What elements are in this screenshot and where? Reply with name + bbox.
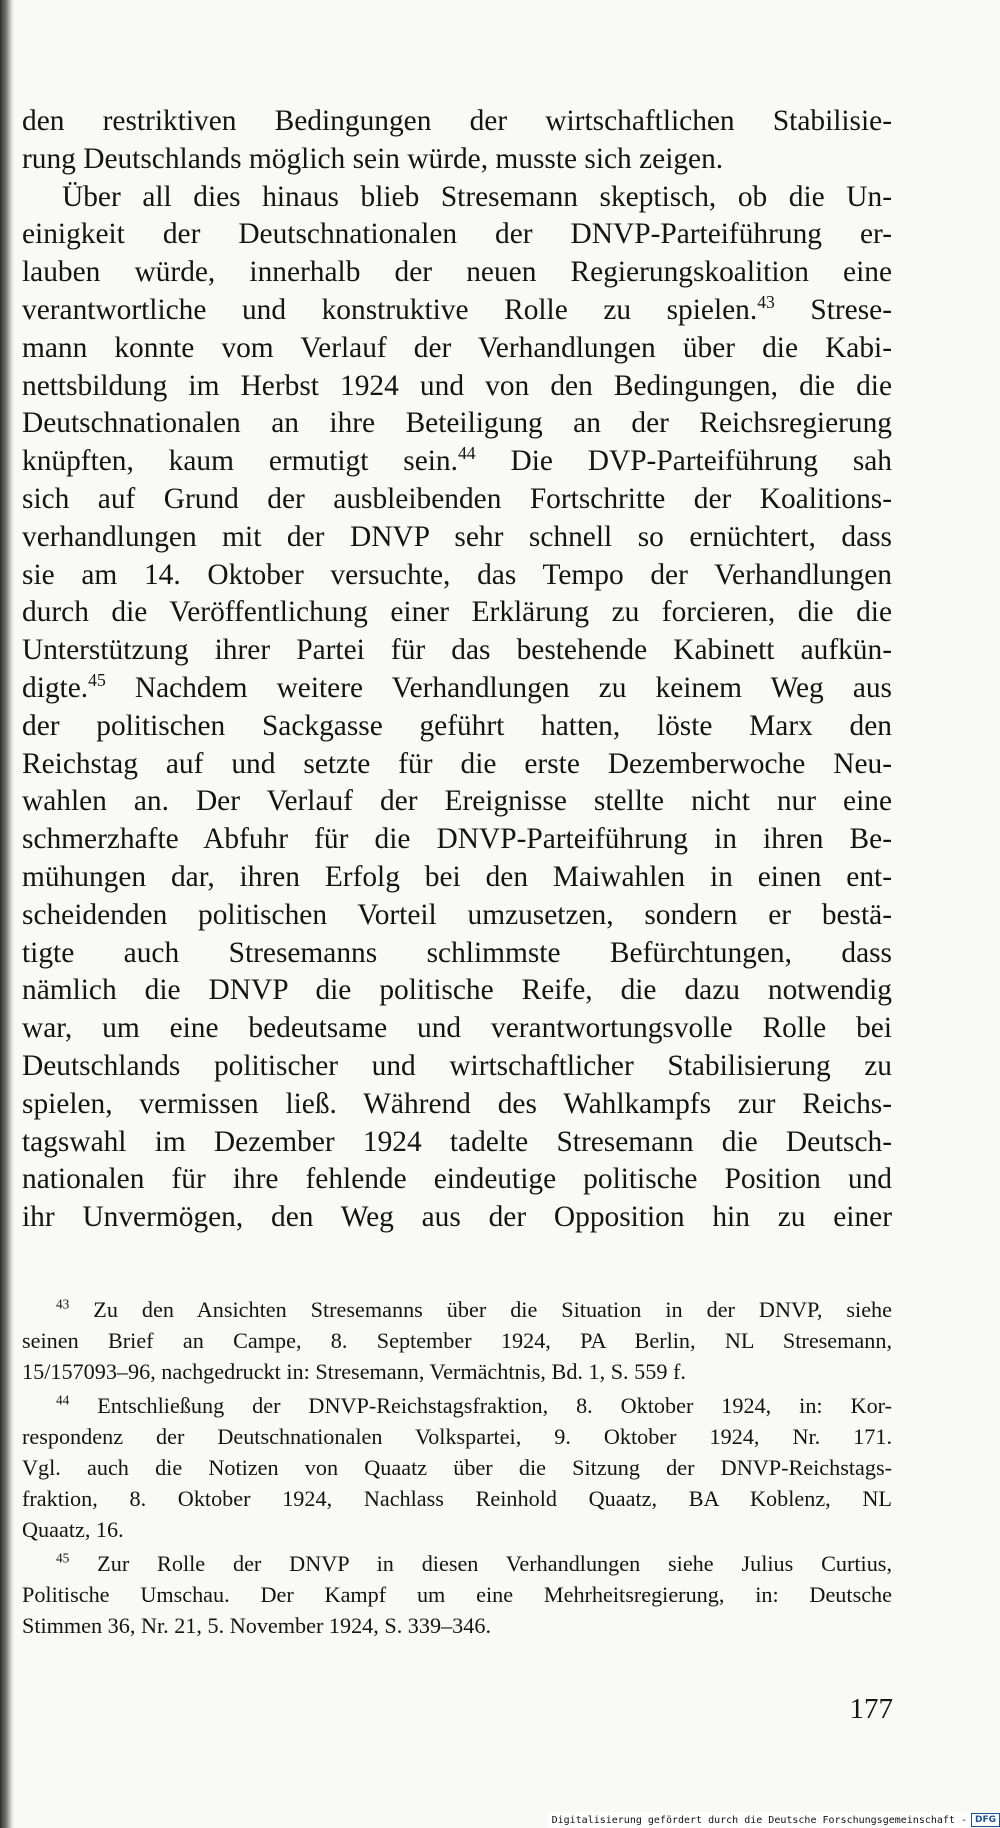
footnote-ref-44[interactable]: 44 xyxy=(457,443,476,464)
text-line: ihr Unvermögen, den Weg aus der Opposition hin zu einer xyxy=(22,1201,892,1234)
footnote-line: Quaatz, 16. xyxy=(22,1516,124,1542)
text-line: den restriktiven Bedingungen der wirtschaftlichen Stabilisie- xyxy=(22,105,892,137)
footnote-line: $^{44}$ Entschließung der DNVP-Reichstagsfraktion, 8. Oktober 1924, in: Kor- xyxy=(56,1393,892,1419)
text-line: rung Deutschlands möglich sein würde, musste sich zeigen. xyxy=(22,142,724,175)
footnote-line: $^{45}$ Zur Rolle der DNVP in diesen Verhandlungen siehe Julius Curtius, xyxy=(56,1550,892,1577)
text-line: mühungen dar, ihren Erfolg bei den Maiwahlen in einen ent- xyxy=(22,860,892,893)
text-line: nationalen für ihre fehlende eindeutige politische Position und xyxy=(22,1163,892,1196)
text-line: scheidenden politischen Vorteil umzusetzen, sondern er bestä- xyxy=(22,898,892,931)
footnote-line: Vgl. auch die Notizen von Quaatz über die Sitzung der DNVP-Reichstags- xyxy=(22,1454,892,1480)
dfg-logo: DFG xyxy=(971,1813,1000,1827)
text-line: schmerzhafte Abfuhr für die DNVP-Parteiführung in ihren Be- xyxy=(22,823,892,856)
footnote-line: Politische Umschau. Der Kampf um eine Mehrheitsregierung, in: Deutsche xyxy=(22,1582,892,1608)
digitization-credit xyxy=(548,1812,1000,1828)
footnote-43 xyxy=(22,1295,892,1387)
text-line: war, um eine bedeutsame und verantwortungsvolle Rolle bei xyxy=(22,1012,892,1045)
footnote-line: 15/157093–96, nachgedruckt in: Stresemann, Vermächtnis, Bd. 1, S. 559 f. xyxy=(22,1358,686,1384)
digitization-credit-text: Digitalisierung gefördert durch die Deutsche Forschungsgemeinschaft - xyxy=(551,1814,967,1826)
text-line: wahlen an. Der Verlauf der Ereignisse stellte nicht nur eine xyxy=(22,785,892,818)
text-line: nämlich die DNVP die politische Reife, die dazu notwendig xyxy=(22,974,892,1007)
text-line: digte.$^{45}$ Nachdem weitere Verhandlungen zu keinem Weg aus xyxy=(22,670,892,704)
footnote-number: 45 xyxy=(56,1550,70,1566)
footnote-44 xyxy=(22,1391,892,1545)
page-number: 177 xyxy=(849,1693,893,1725)
text-line: der politischen Sackgasse geführt hatten, löste Marx den xyxy=(22,709,892,742)
text-line: einigkeit der Deutschnationalen der DNVP-Parteiführung er- xyxy=(22,218,892,251)
text-line: Reichstag auf und setzte für die erste Dezemberwoche Neu- xyxy=(22,747,892,780)
footnote-ref-43[interactable]: 43 xyxy=(757,292,775,313)
footnote-45 xyxy=(22,1549,892,1641)
footnote-line: seinen Brief an Campe, 8. September 1924, PA Berlin, NL Stresemann, xyxy=(22,1327,892,1353)
text-line: Über all dies hinaus blieb Stresemann skeptisch, ob die Un- xyxy=(62,180,892,213)
footnote-line: respondenz der Deutschnationalen Volkspartei, 9. Oktober 1924, Nr. 171. xyxy=(22,1424,892,1450)
text-line: lauben würde, innerhalb der neuen Regierungskoalition eine xyxy=(22,256,892,289)
text-line: sie am 14. Oktober versuchte, das Tempo der Verhandlungen xyxy=(22,558,892,591)
text-line: tagswahl im Dezember 1924 tadelte Stresemann die Deutsch- xyxy=(22,1125,892,1158)
text-line: Deutschlands politischer und wirtschaftlicher Stabilisierung zu xyxy=(22,1049,892,1082)
footnote-number: 44 xyxy=(56,1393,70,1408)
footnote-line: fraktion, 8. Oktober 1924, Nachlass Reinhold Quaatz, BA Koblenz, NL xyxy=(22,1485,892,1511)
text-line: sich auf Grund der ausbleibenden Fortschritte der Koalitions- xyxy=(22,482,892,515)
text-line: Deutschnationalen an ihre Beteiligung an der Reichsregierung xyxy=(22,407,892,440)
footnote-line: $^{43}$ Zu den Ansichten Stresemanns über die Situation in der DNVP, siehe xyxy=(56,1296,892,1322)
text-line: Unterstützung ihrer Partei für das bestehende Kabinett aufkün- xyxy=(22,634,892,667)
text-line: nettsbildung im Herbst 1924 und von den Bedingungen, die die xyxy=(22,369,892,402)
footnotes xyxy=(22,1295,892,1642)
text-line: spielen, vermissen ließ. Während des Wahlkampfs zur Reichs- xyxy=(22,1087,892,1120)
main-text xyxy=(22,103,892,1237)
text-line: tigte auch Stresemanns schlimmste Befürchtungen, dass xyxy=(22,936,892,969)
text-line: mann konnte vom Verlauf der Verhandlungen über die Kabi- xyxy=(22,331,892,364)
footnote-line: Stimmen 36, Nr. 21, 5. November 1924, S. 339–346. xyxy=(22,1612,492,1638)
text-line: verantwortliche und konstruktive Rolle zu spielen.$^{43}$ Strese- xyxy=(22,292,892,326)
text-line: knüpften, kaum ermutigt sein.$^{44}$ Die DVP-Parteiführung sah xyxy=(22,443,892,478)
footnote-ref-45[interactable]: 45 xyxy=(88,670,106,691)
text-line: durch die Veröffentlichung einer Erklärung zu forcieren, die die xyxy=(22,596,892,629)
text-line: verhandlungen mit der DNVP sehr schnell so ernüchtert, dass xyxy=(22,520,892,553)
footnote-number: 43 xyxy=(56,1296,70,1312)
book-spine-shadow xyxy=(0,0,14,1828)
